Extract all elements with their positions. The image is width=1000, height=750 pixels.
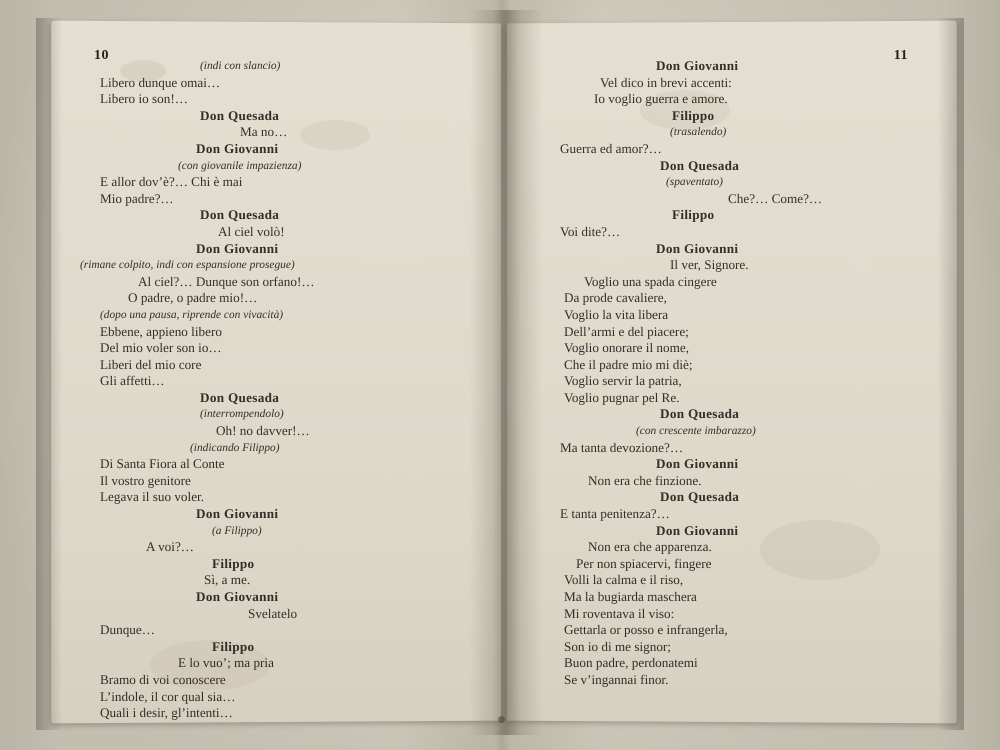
verse-line: Voglio onorare il nome, [564, 340, 690, 356]
verse-line: Non era che finzione. [588, 472, 702, 488]
stage-direction: (rimane colpito, indi con espansione prosegue) [80, 259, 295, 272]
stage-direction: (spaventato) [666, 176, 723, 189]
speaker-name: Don Giovanni [656, 522, 739, 538]
verse-line: Voglio pugnar pel Re. [564, 389, 680, 405]
speaker-name: Don Giovanni [196, 140, 279, 156]
verse-line: Oh! no davver!… [216, 423, 310, 439]
folio-right: 11 [893, 48, 908, 63]
verse-line: Che il padre mio mi diè; [564, 356, 693, 372]
verse-line: Voglio una spada cingere [584, 273, 717, 289]
speaker-name: Don Quesada [200, 207, 280, 223]
speaker-name: Don Quesada [660, 406, 740, 422]
verse-line: Sì, a me. [204, 572, 251, 588]
stage-direction: (interrompendolo) [200, 408, 284, 421]
verse-line: Ma no… [240, 124, 288, 140]
speaker-name: Don Giovanni [196, 240, 279, 256]
verse-line: Che?… Come?… [728, 190, 823, 206]
verse-line: Voglio la vita libera [564, 306, 669, 322]
speaker-name: Don Giovanni [656, 240, 739, 256]
speaker-name: Don Quesada [200, 107, 280, 123]
verse-line: Al ciel?… Dunque son orfano!… [138, 273, 315, 289]
verse-line: Mi roventava il viso: [564, 605, 675, 621]
stage-direction: (con crescente imbarazzo) [636, 425, 756, 438]
verse-line: Bramo di voi conoscere [100, 671, 226, 687]
speaker-name: Don Quesada [660, 157, 740, 173]
verse-line: E tanta penitenza?… [560, 506, 670, 522]
verse-line: Dunque… [100, 622, 155, 638]
stage-direction: (con giovanile impazienza) [178, 159, 302, 172]
verse-line: Svelatelo [248, 605, 298, 621]
verse-line: O padre, o padre mio!… [128, 290, 258, 306]
verse-line: E allor dov’è?… Chi è mai [100, 174, 243, 190]
stage-direction: (indi con slancio) [200, 60, 281, 72]
verse-line: Ma la bugiarda maschera [564, 589, 697, 604]
speaker-name: Filippo [212, 555, 255, 571]
verse-line: E lo vuo’; ma pria [178, 655, 274, 671]
verse-line: Voi dite?… [560, 223, 621, 239]
verse-line: Il ver, Signore. [670, 257, 749, 273]
verse-line: Libero io son!… [100, 91, 188, 107]
verse-line: Ma tanta devozione?… [560, 439, 684, 455]
bottom-ink-mark [498, 716, 505, 723]
speaker-name: Don Giovanni [196, 506, 279, 522]
verse-line: Quali i desir, gl’intenti… [100, 705, 233, 721]
verse-line: Son io di me signor; [564, 638, 671, 654]
verse-line: Di Santa Fiora al Conte [100, 456, 225, 472]
verse-line: Ebbene, appieno libero [100, 323, 222, 339]
verse-line: Liberi del mio core [100, 356, 202, 372]
verse-line: Legava il suo voler. [100, 489, 205, 505]
stage-direction: (trasalendo) [670, 126, 727, 139]
verse-line: Vel dico in brevi accenti: [600, 74, 732, 90]
verse-line: Mio padre?… [100, 190, 174, 206]
speaker-name: Filippo [672, 207, 715, 223]
folio-left: 10 [94, 48, 109, 63]
verse-line: Buon padre, perdonatemi [564, 655, 698, 671]
speaker-name: Don Quesada [660, 489, 740, 505]
verse-line: Non era che apparenza. [588, 539, 712, 555]
speaker-name: Filippo [672, 107, 715, 123]
verse-line: Per non spiacervi, fingere [576, 555, 712, 571]
verse-line: Al ciel volò! [218, 223, 285, 239]
verse-line: L’indole, il cor qual sia… [100, 688, 236, 704]
right-page-text [560, 58, 920, 689]
stage-direction: (a Filippo) [212, 524, 262, 537]
verse-line: Da prode cavaliere, [564, 290, 667, 306]
verse-line: Volli la calma e il riso, [564, 572, 684, 588]
verse-line: Gli affetti… [100, 373, 165, 389]
left-page-text [80, 58, 460, 722]
verse-line: Il vostro genitore [100, 472, 191, 488]
verse-line: Io voglio guerra e amore. [594, 91, 728, 107]
verse-line: A voi?… [146, 539, 194, 555]
verse-line: Libero dunque omai… [100, 74, 221, 90]
verse-line: Se v’ingannai finor. [564, 671, 669, 687]
verse-line: Gettarla or posso e infrangerla, [564, 622, 728, 638]
verse-line: Voglio servir la patria, [564, 373, 682, 389]
speaker-name: Filippo [212, 638, 255, 654]
verse-line: Guerra ed amor?… [560, 140, 662, 156]
verse-line: Dell’armi e del piacere; [564, 323, 689, 339]
speaker-name: Don Giovanni [656, 456, 739, 472]
verse-line: Del mio voler son io… [100, 340, 222, 356]
stage-direction: (indicando Filippo) [190, 441, 280, 454]
speaker-name: Don Giovanni [656, 58, 739, 73]
speaker-name: Don Giovanni [196, 589, 279, 604]
stage-direction: (dopo una pausa, riprende con vivacità) [100, 308, 284, 321]
speaker-name: Don Quesada [200, 389, 280, 405]
